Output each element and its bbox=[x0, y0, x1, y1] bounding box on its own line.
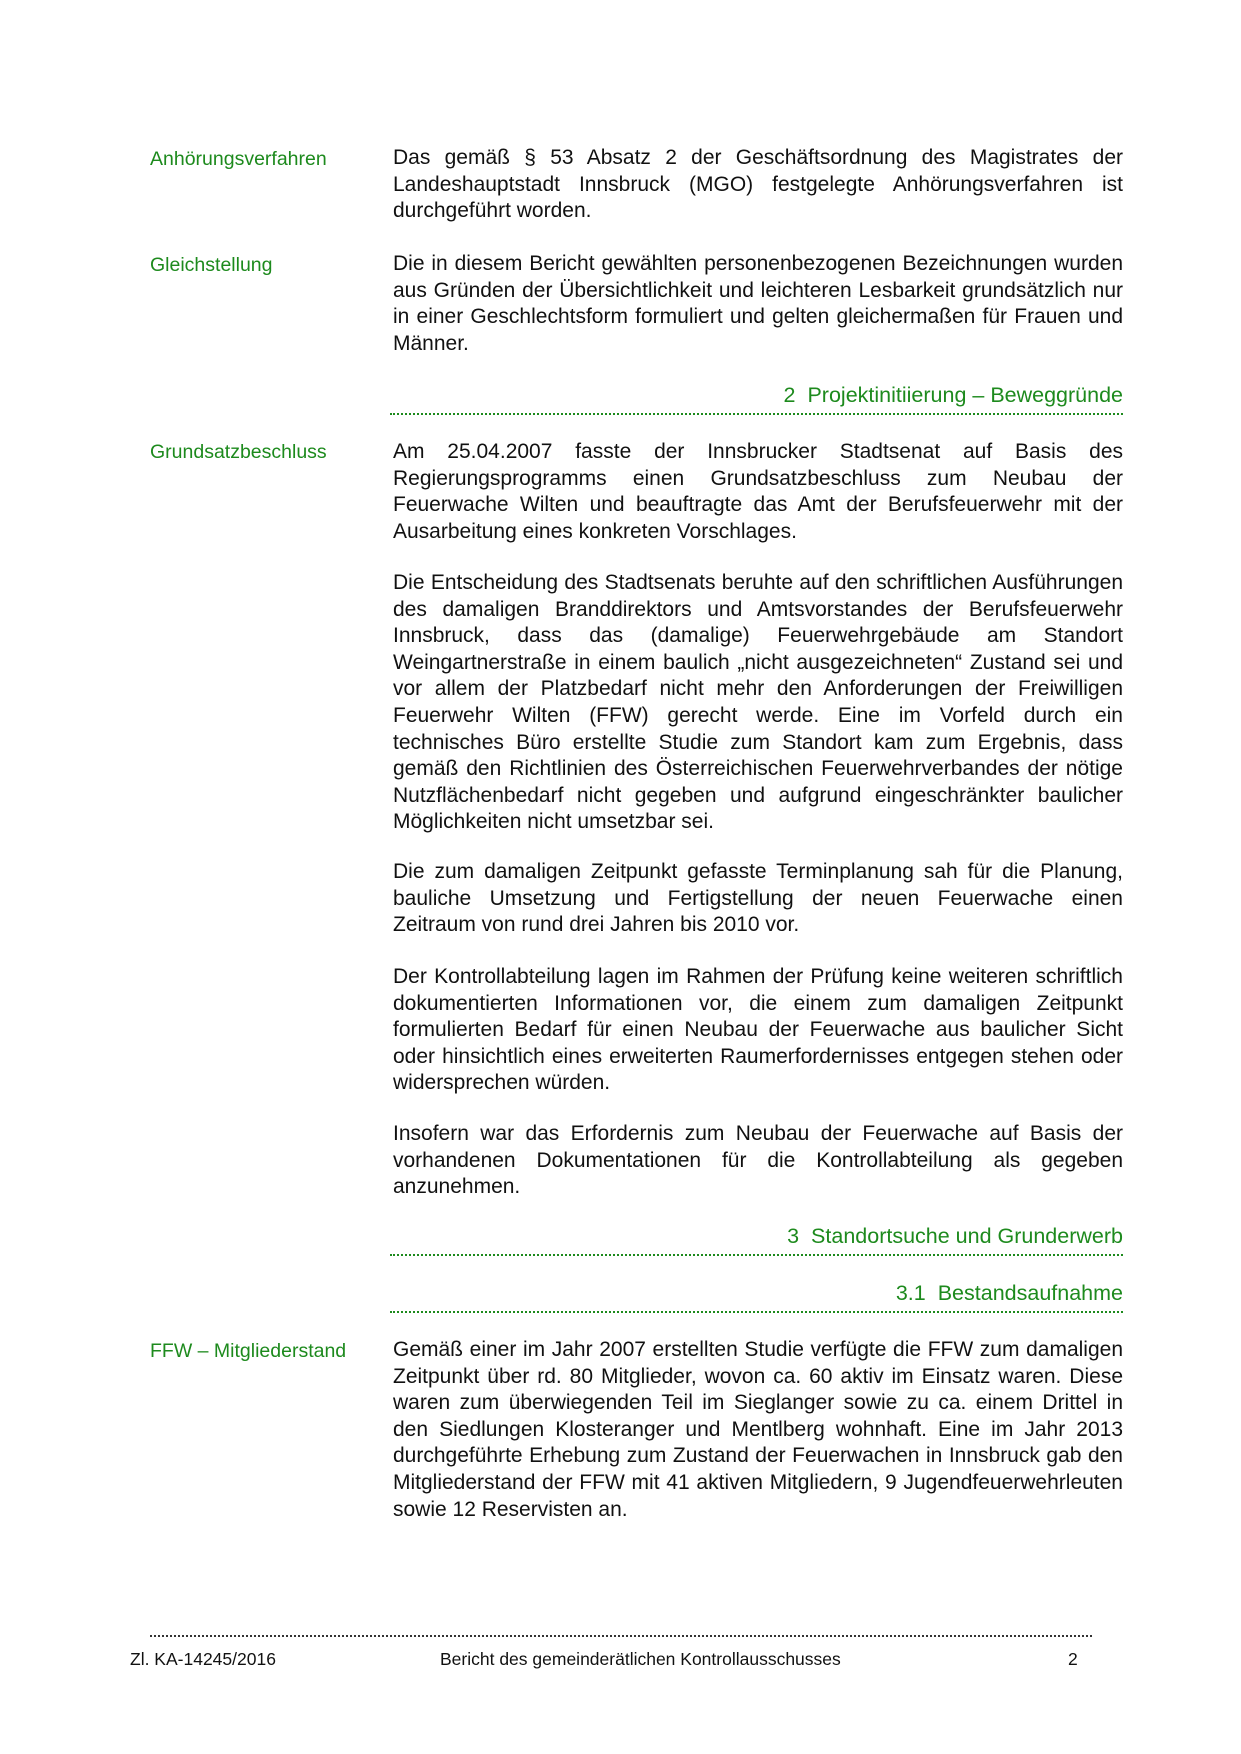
footer-page-number: 2 bbox=[1068, 1649, 1078, 1669]
paragraph-ffw-mitgliederstand: Gemäß einer im Jahr 2007 erstellten Studie verfügte die FFW zum damaligen Zeitpunkt über rd. 80 Mitglieder, wovon ca. 60 aktiv im Einsatz waren. Diese waren zum überwiegenden Teil im Sieglanger sowie zu ca. einem Drittel in den Siedlungen Klosteranger und Mentlberg wohnhaft. Eine im Jahr 2013 durchgeführte Erhebung zum Zustand der Feuerwachen in Innsbruck gab den Mitgliederstand der FFW mit 41 aktiven Mitgliedern, 9 Jugendfeuerwehrleuten sowie 12 Reservisten an. bbox=[393, 1338, 1123, 1521]
heading-divider bbox=[390, 413, 1123, 415]
heading-divider bbox=[390, 1254, 1123, 1256]
footer-divider bbox=[150, 1635, 1092, 1637]
margin-label-ffw-mitgliederstand: FFW – Mitgliederstand bbox=[150, 1340, 347, 1362]
paragraph-grundsatzbeschluss-3: Die zum damaligen Zeitpunkt gefasste Terminplanung sah für die Planung, bauliche Umsetzung und Fertigstellung der neuen Feuerwache einen Zeitraum von rund drei Jahren bis 2010 vor. bbox=[393, 860, 1123, 937]
footer-title: Bericht des gemeinderätlichen Kontrollausschusses bbox=[440, 1649, 841, 1669]
section-number: 3.1 bbox=[895, 1281, 926, 1305]
heading-divider bbox=[390, 1311, 1123, 1313]
paragraph-grundsatzbeschluss-4: Der Kontrollabteilung lagen im Rahmen der Prüfung keine weiteren schriftlich dokumentierten Informationen vor, die einem zum damaligen Zeitpunkt formulierten Bedarf für einen Neubau der Feuerwache aus baulicher Sicht oder hinsichtlich eines erweiterten Raumerfordernisses entgegen stehen oder widersprechen würden. bbox=[393, 965, 1123, 1095]
section-heading-2 bbox=[390, 381, 1123, 409]
section-number: 3 bbox=[787, 1224, 800, 1248]
paragraph-gleichstellung: Die in diesem Bericht gewählten personenbezogenen Bezeichnungen wurden aus Gründen der Übersichtlichkeit und leichteren Lesbarkeit grundsätzlich nur in einer Geschlechtsform formuliert und gelten gleichermaßen für Frauen und Männer. bbox=[393, 252, 1123, 355]
margin-label-gleichstellung: Gleichstellung bbox=[150, 254, 273, 276]
section-title: Projektinitiierung – Beweggründe bbox=[807, 383, 1123, 407]
section-title: Standortsuche und Grunderwerb bbox=[811, 1224, 1123, 1248]
margin-label-grundsatzbeschluss: Grundsatzbeschluss bbox=[150, 441, 327, 463]
section-heading-3 bbox=[390, 1222, 1123, 1250]
paragraph-grundsatzbeschluss-5: Insofern war das Erfordernis zum Neubau der Feuerwache auf Basis der vorhandenen Dokumentationen für die Kontrollabteilung als gegeben anzunehmen. bbox=[393, 1122, 1123, 1199]
section-number: 2 bbox=[783, 383, 796, 407]
paragraph-grundsatzbeschluss-1: Am 25.04.2007 fasste der Innsbrucker Stadtsenat auf Basis des Regierungsprogramms einen Grundsatzbeschluss zum Neubau der Feuerwache Wilten und beauftragte das Amt der Berufsfeuerwehr mit der Ausarbeitung eines konkreten Vorschlages. bbox=[393, 440, 1123, 543]
paragraph-grundsatzbeschluss-2: Die Entscheidung des Stadtsenats beruhte auf den schriftlichen Ausführungen des damaligen Branddirektors und Amtsvorstandes der Berufsfeuerwehr Innsbruck, dass das (damalige) Feuerwehrgebäude am Standort Weingartnerstraße in einem baulich „nicht ausgezeichneten“ Zustand sei und vor allem der Platzbedarf nicht mehr den Anforderungen der Freiwilligen Feuerwehr Wilten (FFW) gerecht werde. Eine im Vorfeld durch ein technisches Büro erstellte Studie zum Standort kam zum Ergebnis, dass gemäß den Richtlinien des Österreichischen Feuerwehrverbandes der nötige Nutzflächenbedarf nicht gegeben und aufgrund eingeschränkter baulicher Möglichkeiten nicht umsetzbar sei. bbox=[393, 571, 1123, 834]
section-heading-3-1 bbox=[390, 1279, 1123, 1307]
footer-reference: Zl. KA-14245/2016 bbox=[130, 1649, 276, 1669]
margin-label-anhoerungsverfahren: Anhörungsverfahren bbox=[150, 148, 327, 170]
paragraph-anhoerungsverfahren: Das gemäß § 53 Absatz 2 der Geschäftsordnung des Magistrates der Landeshauptstadt Innsbruck (MGO) festgelegte Anhörungsverfahren ist durchgeführt worden. bbox=[393, 146, 1123, 223]
section-title: Bestandsaufnahme bbox=[937, 1281, 1123, 1305]
